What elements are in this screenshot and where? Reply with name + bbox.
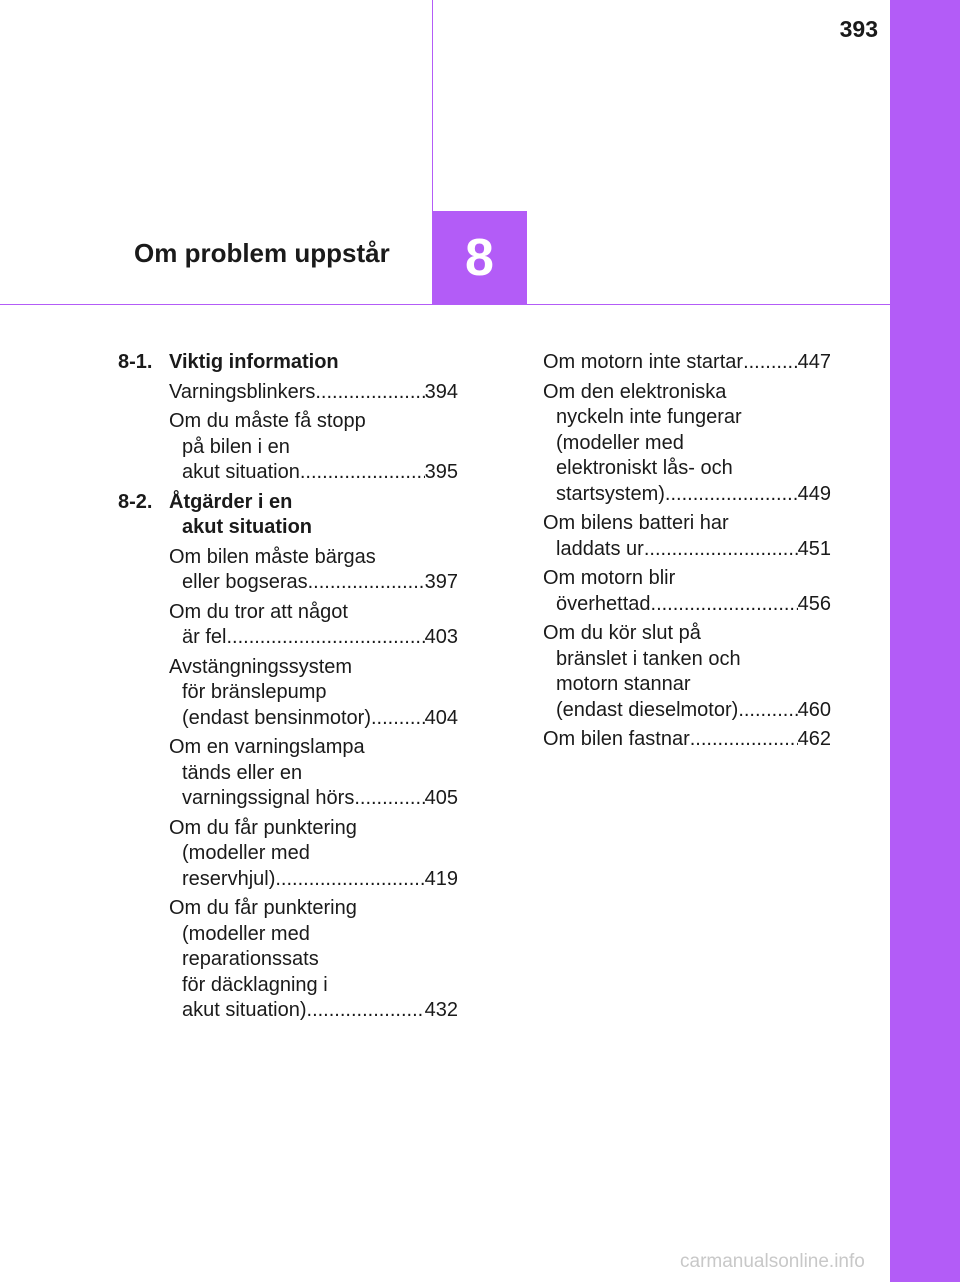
dot-leader (354, 786, 424, 812)
toc-entry-line: på bilen i en (182, 435, 290, 458)
dot-leader (275, 867, 424, 893)
dot-leader (307, 998, 425, 1024)
dot-leader (690, 727, 798, 753)
toc-entry-line: bränslet i tanken och (556, 647, 741, 670)
toc-entry-line: Om du får punktering (169, 897, 357, 919)
toc-entry[interactable] (169, 655, 458, 732)
toc-page-number[interactable]: 451 (797, 537, 831, 560)
toc-entry-last-line (543, 698, 831, 724)
toc-entry-last-line (543, 537, 831, 563)
toc-page-number[interactable]: 432 (424, 999, 458, 1021)
toc-page-number[interactable]: 404 (424, 706, 458, 729)
toc-entry-line: motorn stannar (556, 673, 691, 695)
toc-entry-line: Om du måste få stopp (169, 410, 366, 432)
toc-entry[interactable] (169, 380, 458, 406)
section-number: 8-2. (118, 490, 153, 513)
dot-leader (651, 592, 798, 618)
toc-entry-line: Om en varningslampa (169, 736, 365, 758)
toc-entry[interactable] (169, 735, 458, 812)
toc-entry-line: för däcklagning i (182, 973, 328, 996)
dot-leader (308, 570, 425, 596)
toc-entry-last-line (169, 786, 458, 812)
toc-page-number[interactable]: 449 (797, 482, 831, 505)
dot-leader (738, 698, 797, 724)
toc-entry-line: (endast dieselmotor) (556, 698, 739, 721)
toc-entry-line: laddats ur (556, 537, 644, 560)
section-number: 8-1. (118, 351, 153, 373)
toc-entry[interactable] (169, 600, 458, 651)
chapter-title: Om problem uppstår (134, 238, 390, 268)
toc-entry-line: Om motorn blir (543, 567, 676, 589)
section-title-line: Viktig information (169, 351, 339, 373)
toc-entry-line: (modeller med (556, 431, 684, 454)
toc-page-number[interactable]: 456 (797, 592, 831, 615)
toc-entry[interactable] (543, 566, 831, 617)
toc-entry-line: startsystem) (556, 482, 665, 505)
dot-leader (226, 625, 424, 651)
toc-entry-line: är fel (182, 626, 227, 648)
toc-entry-line: elektroniskt lås- och (556, 457, 733, 479)
toc-entry[interactable] (169, 816, 458, 893)
toc-page-number[interactable]: 395 (424, 461, 458, 483)
toc-entry-last-line (543, 350, 831, 376)
watermark: carmanualsonline.info (680, 1251, 865, 1272)
toc-entry-line: reparationssats (182, 948, 319, 970)
toc-page-number[interactable]: 403 (424, 626, 458, 648)
toc-page-number[interactable]: 460 (797, 698, 831, 721)
toc-left-column (118, 350, 458, 1028)
toc-entry-line: varningssignal hörs (182, 787, 355, 809)
toc-page-number[interactable]: 394 (424, 380, 458, 403)
toc-entry-last-line (543, 482, 831, 508)
section-heading (118, 490, 458, 541)
toc-entry-line: reservhjul) (182, 867, 276, 890)
toc-entry-line: Om bilens batteri har (543, 512, 729, 534)
toc-page-number[interactable]: 405 (424, 787, 458, 809)
toc-page-number[interactable]: 397 (424, 571, 458, 593)
dot-leader (644, 537, 798, 563)
toc-entry-last-line (169, 380, 458, 406)
toc-entry-line: Om du får punktering (169, 816, 357, 839)
toc-entry-line: nyckeln inte fungerar (556, 406, 742, 428)
section-title-line: akut situation (182, 516, 313, 538)
dot-leader (315, 380, 424, 406)
toc-entry[interactable] (169, 896, 458, 1024)
chapter-number: 8 (432, 211, 527, 305)
section-heading (118, 350, 458, 376)
toc-entry-line: eller bogseras (182, 571, 308, 593)
toc-entry-line: för bränslepump (182, 681, 327, 703)
toc-entry-line: Om du tror att något (169, 600, 348, 623)
dot-leader (665, 482, 798, 508)
section-title-line: Åtgärder i en (169, 490, 293, 513)
section-title (169, 490, 458, 541)
toc-entry-last-line (169, 867, 458, 893)
toc-entry-last-line (169, 460, 458, 486)
toc-entry[interactable] (543, 727, 831, 753)
toc-entry-line: Om motorn inte startar (543, 351, 744, 373)
toc-entry-line: Om den elektroniska (543, 380, 727, 403)
toc-entry-line: akut situation) (182, 999, 307, 1021)
toc-entry-last-line (543, 592, 831, 618)
toc-entry-last-line (543, 727, 831, 753)
toc-entry-line: (endast bensinmotor) (182, 706, 371, 729)
toc-entry[interactable] (169, 409, 458, 486)
toc-page-number[interactable]: 462 (797, 728, 831, 750)
toc-entry-line: Avstängningssystem (169, 655, 353, 678)
toc-entry-line: överhettad (556, 592, 651, 615)
divider-vertical (432, 0, 433, 211)
toc-entry-line: (modeller med (182, 842, 310, 864)
toc-entry-last-line (169, 625, 458, 651)
toc-entry-line: (modeller med (182, 922, 310, 945)
toc-entry[interactable] (169, 545, 458, 596)
toc-entry-line: Om bilen fastnar (543, 728, 690, 750)
chapter-tab-bar (890, 0, 960, 1282)
toc-entry[interactable] (543, 621, 831, 723)
dot-leader (300, 460, 425, 486)
toc-right-column (543, 350, 831, 757)
toc-page-number[interactable]: 419 (424, 867, 458, 890)
section-title (169, 350, 458, 376)
dot-leader (743, 350, 798, 376)
page-number: 393 (839, 16, 878, 42)
dot-leader (371, 706, 425, 732)
toc-entry-last-line (169, 706, 458, 732)
toc-entry-line: tänds eller en (182, 761, 303, 784)
toc-entry-line: akut situation (182, 461, 300, 483)
toc-entry-line: Varningsblinkers (169, 380, 316, 403)
toc-entry-last-line (169, 570, 458, 596)
toc-entry[interactable] (543, 350, 831, 376)
toc-entry-line: Om du kör slut på (543, 622, 701, 644)
toc-entry[interactable] (543, 380, 831, 508)
toc-entry[interactable] (543, 511, 831, 562)
toc-entry-line: Om bilen måste bärgas (169, 545, 376, 568)
toc-entry-last-line (169, 998, 458, 1024)
toc-page-number[interactable]: 447 (797, 351, 831, 373)
